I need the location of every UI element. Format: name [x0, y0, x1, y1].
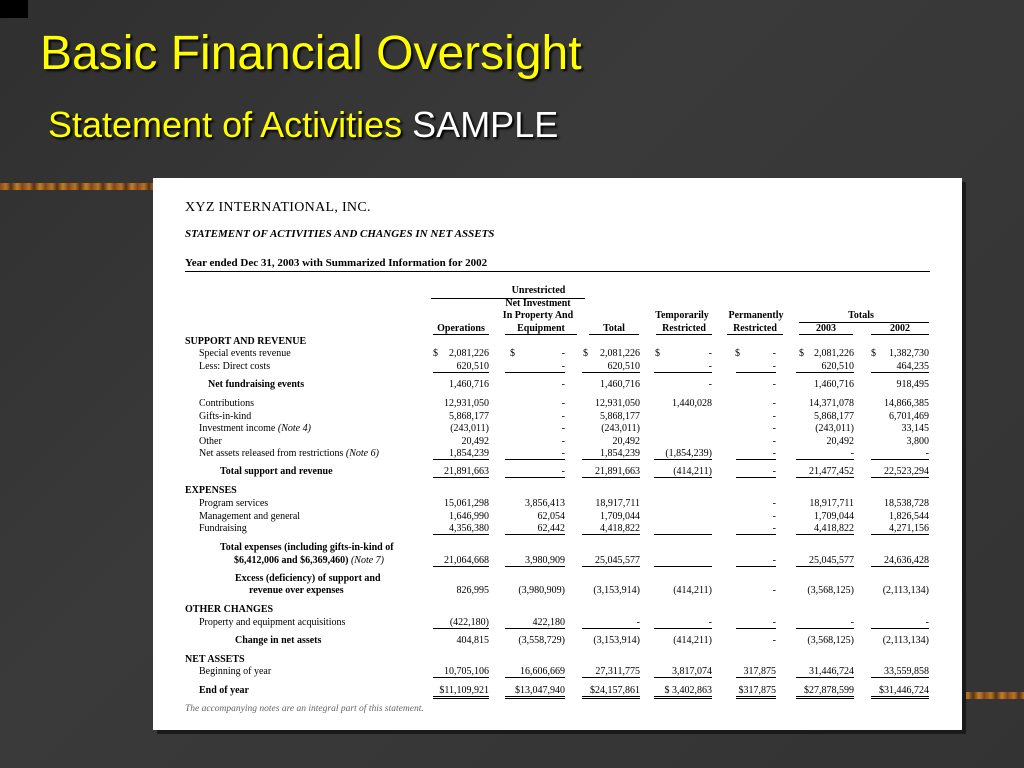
row-value: (3,980,909) — [518, 585, 565, 596]
row-value: (414,211) — [673, 635, 712, 646]
row-value: 18,538,728 — [884, 498, 929, 509]
row-value: - — [561, 423, 565, 434]
financial-statement — [153, 178, 962, 730]
row-value: 15,061,298 — [444, 498, 489, 509]
row-value: 33,145 — [901, 423, 929, 434]
row-value: 422,180 — [505, 617, 565, 629]
row-value: - — [708, 348, 712, 359]
row-value: 1,709,044 — [600, 511, 640, 522]
header-operations: Operations — [433, 324, 489, 335]
table-row — [153, 523, 962, 536]
row-value: (243,011) — [815, 423, 854, 434]
row-value: (3,153,914) — [593, 585, 640, 596]
currency-symbol: $ — [871, 348, 876, 359]
header-net-investment-1: Net Investment — [505, 298, 571, 309]
row-value: 620,510 — [582, 361, 640, 373]
row-value: - — [736, 523, 776, 535]
row-label: revenue over expenses — [249, 585, 344, 596]
row-value: - — [772, 635, 776, 646]
row-label: NET ASSETS — [185, 654, 245, 665]
row-value: 4,418,822 — [582, 523, 640, 535]
row-value: 31,446,724 — [796, 666, 854, 678]
header-rule — [185, 271, 930, 272]
row-value: (243,011) — [601, 423, 640, 434]
row-value: - — [772, 398, 776, 409]
decorative-stripe-right — [962, 692, 1024, 699]
row-value: - — [708, 379, 712, 390]
row-label: Less: Direct costs — [199, 361, 271, 372]
row-value: (3,153,914) — [593, 635, 640, 646]
row-value: 16,606,669 — [505, 666, 565, 678]
currency-symbol: $ — [799, 348, 804, 359]
row-value: 1,440,028 — [672, 398, 712, 409]
row-value: (243,011) — [450, 423, 489, 434]
row-label: Investment income (Note 4) — [199, 423, 311, 434]
row-value: 18,917,711 — [809, 498, 854, 509]
currency-symbol: $ — [510, 348, 515, 359]
header-2003: 2003 — [799, 324, 853, 335]
table-row — [153, 379, 962, 392]
header-permanently: Permanently — [728, 310, 784, 321]
row-label: Net fundraising events — [208, 379, 305, 390]
row-value: (1,854,239) — [654, 448, 712, 460]
row-label: Beginning of year — [199, 666, 272, 677]
row-value: 62,442 — [505, 523, 565, 535]
row-value: 1,646,990 — [449, 511, 489, 522]
company-name: XYZ INTERNATIONAL, INC. — [185, 200, 371, 215]
row-value: 620,510 — [433, 361, 489, 373]
row-value: (3,568,125) — [807, 585, 854, 596]
row-value: 5,868,177 — [600, 411, 640, 422]
statement-period: Year ended Dec 31, 2003 with Summarized Information for 2002 — [185, 257, 488, 269]
row-value: 33,559,858 — [871, 666, 929, 678]
row-value: - — [736, 555, 776, 567]
row-label: SUPPORT AND REVENUE — [185, 336, 307, 347]
row-value: - — [736, 448, 776, 460]
row-value: - — [505, 361, 565, 373]
header-temporarily: Temporarily — [655, 310, 709, 321]
row-value: 21,891,663 — [433, 466, 489, 478]
header-totals: Totals — [848, 310, 874, 321]
row-label: Gifts-in-kind — [199, 411, 252, 422]
table-row — [153, 423, 962, 436]
row-value: 3,856,413 — [525, 498, 565, 509]
table-row — [153, 555, 962, 568]
slide-title: Basic Financial Oversight — [40, 27, 582, 80]
row-value: - — [582, 617, 640, 629]
row-label: $6,412,006 and $6,369,460) (Note 7) — [234, 555, 384, 566]
table-row — [153, 585, 962, 598]
row-value: 1,826,544 — [889, 511, 929, 522]
row-value: $ 3,402,863 — [654, 685, 712, 699]
header-temp-restricted: Restricted — [656, 324, 712, 335]
row-value: 1,709,044 — [814, 511, 854, 522]
row-value: - — [561, 436, 565, 447]
row-label: Net assets released from restrictions (Note 6) — [199, 448, 379, 459]
table-row — [153, 635, 962, 648]
row-value: - — [796, 448, 854, 460]
row-value: 10,705,106 — [433, 666, 489, 678]
row-label: Special events revenue — [199, 348, 291, 359]
row-value: - — [871, 448, 929, 460]
row-value: - — [772, 498, 776, 509]
row-label: Total expenses (including gifts-in-kind of — [220, 542, 394, 553]
header-total: Total — [589, 324, 639, 335]
row-label: Excess (deficiency) of support and — [235, 573, 381, 584]
row-value: - — [505, 466, 565, 478]
row-value: - — [772, 585, 776, 596]
currency-symbol: $ — [735, 348, 740, 359]
row-value: 317,875 — [736, 666, 776, 678]
row-value: 620,510 — [796, 361, 854, 373]
row-value: - — [772, 411, 776, 422]
row-label: Total support and revenue — [220, 466, 333, 477]
row-value: - — [736, 361, 776, 373]
row-value: 4,418,822 — [796, 523, 854, 535]
row-value: 21,891,663 — [582, 466, 640, 478]
row-value: (414,211) — [654, 466, 712, 478]
table-row — [153, 617, 962, 630]
row-value: 1,854,239 — [582, 448, 640, 460]
row-value: 1,460,716 — [600, 379, 640, 390]
row-value: 20,492 — [826, 436, 854, 447]
section-header — [153, 485, 962, 498]
row-label: End of year — [199, 685, 249, 696]
row-value: - — [561, 379, 565, 390]
footnote: The accompanying notes are an integral part of this statement. — [185, 704, 424, 714]
table-row — [153, 361, 962, 374]
row-value: 18,917,711 — [595, 498, 640, 509]
row-label: OTHER CHANGES — [185, 604, 274, 615]
row-value: 1,382,730 — [889, 348, 929, 359]
row-value: (3,568,125) — [807, 635, 854, 646]
row-value: 27,311,775 — [582, 666, 640, 678]
row-value: - — [561, 398, 565, 409]
row-value: 3,800 — [906, 436, 929, 447]
table-row — [153, 685, 962, 698]
row-value: - — [654, 361, 712, 373]
row-value: 826,995 — [456, 585, 489, 596]
row-value: $317,875 — [736, 685, 776, 699]
row-value: 14,371,078 — [809, 398, 854, 409]
table-row — [153, 348, 962, 361]
currency-symbol: $ — [433, 348, 438, 359]
row-value: 21,477,452 — [796, 466, 854, 478]
header-unrestricted: Unrestricted — [511, 285, 566, 296]
currency-symbol: $ — [583, 348, 588, 359]
decorative-stripe-left — [0, 183, 155, 190]
row-value: 12,931,050 — [444, 398, 489, 409]
row-value: - — [505, 448, 565, 460]
row-value: $31,446,724 — [871, 685, 929, 699]
row-value: 25,045,577 — [796, 555, 854, 567]
header-net-investment-2: In Property And — [502, 310, 574, 321]
table-row — [153, 466, 962, 479]
row-value: 2,081,226 — [814, 348, 854, 359]
row-label: Fundraising — [199, 523, 247, 534]
table-row — [153, 398, 962, 411]
row-value: 1,854,239 — [433, 448, 489, 460]
subtitle-main: Statement of Activities — [48, 104, 403, 145]
row-label: Contributions — [199, 398, 255, 409]
header-equipment: Equipment — [505, 324, 577, 335]
row-value: 22,523,294 — [871, 466, 929, 478]
row-label: Change in net assets — [235, 635, 322, 646]
row-value: 24,636,428 — [871, 555, 929, 567]
row-value: 5,868,177 — [814, 411, 854, 422]
subtitle-accent: SAMPLE — [402, 104, 559, 145]
row-value: - — [736, 617, 776, 629]
row-value: (422,180) — [433, 617, 489, 629]
row-value: $13,047,940 — [505, 685, 565, 699]
corner-mark — [0, 0, 28, 18]
row-value: $11,109,921 — [433, 685, 489, 699]
row-value: - — [772, 423, 776, 434]
row-value: $27,878,599 — [796, 685, 854, 699]
row-value: 404,815 — [456, 635, 489, 646]
row-value: (2,113,134) — [882, 585, 929, 596]
row-value: - — [561, 411, 565, 422]
row-value: 3,980,909 — [505, 555, 565, 567]
table-row — [153, 666, 962, 679]
currency-symbol: $ — [655, 348, 660, 359]
row-value: 20,492 — [612, 436, 640, 447]
table-row — [153, 498, 962, 511]
row-value: 14,866,385 — [884, 398, 929, 409]
row-value: 20,492 — [461, 436, 489, 447]
row-value: - — [772, 379, 776, 390]
row-value — [654, 523, 712, 535]
row-value: 4,271,156 — [871, 523, 929, 535]
row-value: $24,157,861 — [582, 685, 640, 699]
row-value: 6,701,469 — [889, 411, 929, 422]
row-value: - — [772, 511, 776, 522]
row-value: - — [654, 617, 712, 629]
row-value: (3,558,729) — [518, 635, 565, 646]
table-row — [153, 448, 962, 461]
row-label: Other — [199, 436, 222, 447]
header-2002: 2002 — [871, 324, 929, 335]
row-value: 4,356,380 — [433, 523, 489, 535]
row-value: 464,235 — [871, 361, 929, 373]
row-value: 25,045,577 — [582, 555, 640, 567]
row-value: - — [796, 617, 854, 629]
row-value: - — [561, 348, 565, 359]
row-value: - — [736, 466, 776, 478]
row-value: 2,081,226 — [600, 348, 640, 359]
row-value: 1,460,716 — [814, 379, 854, 390]
slide-subtitle — [48, 104, 558, 145]
table-row — [153, 542, 962, 555]
row-value: 12,931,050 — [595, 398, 640, 409]
row-label: Program services — [199, 498, 269, 509]
row-label: EXPENSES — [185, 485, 237, 496]
row-value: - — [772, 436, 776, 447]
row-value: (2,113,134) — [882, 635, 929, 646]
row-value: 918,495 — [896, 379, 929, 390]
row-value: (414,211) — [673, 585, 712, 596]
header-perm-restricted: Restricted — [727, 324, 783, 335]
row-value: 2,081,226 — [449, 348, 489, 359]
row-value: 62,054 — [537, 511, 565, 522]
row-value: 3,817,074 — [654, 666, 712, 678]
row-value: 1,460,716 — [449, 379, 489, 390]
statement-title: STATEMENT OF ACTIVITIES AND CHANGES IN NET ASSETS — [185, 228, 495, 240]
row-label: Property and equipment acquisitions — [199, 617, 346, 628]
row-label: Management and general — [199, 511, 301, 522]
row-value: 5,868,177 — [449, 411, 489, 422]
row-value: - — [871, 617, 929, 629]
row-value: 21,064,668 — [433, 555, 489, 567]
row-value — [654, 555, 712, 567]
section-header — [153, 604, 962, 617]
row-value: - — [772, 348, 776, 359]
